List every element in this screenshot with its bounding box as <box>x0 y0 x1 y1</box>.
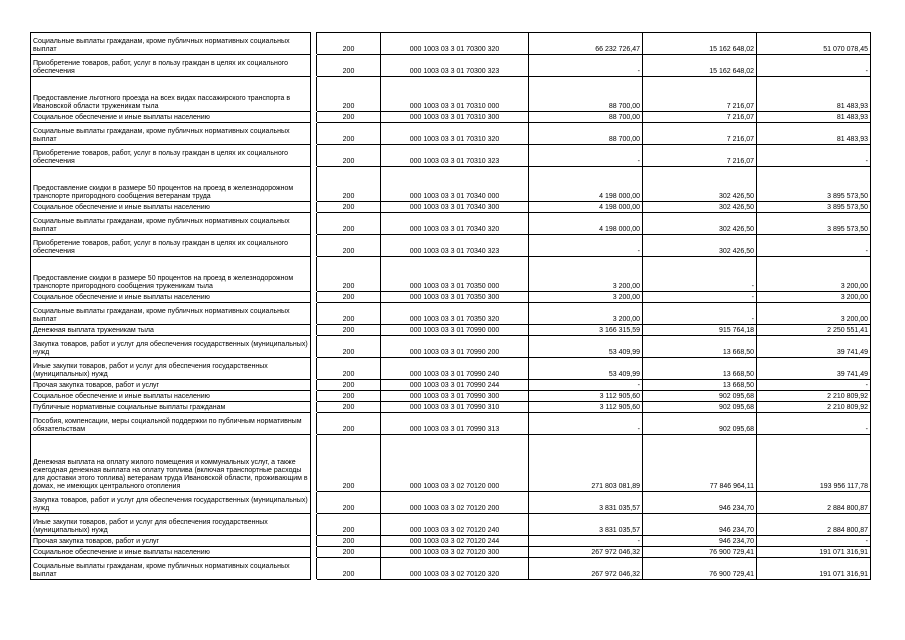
row-unexecuted-cell: - <box>757 235 871 257</box>
table-row <box>31 55 871 77</box>
row-name-cell: Предоставление скидки в размере 50 процентов на проезд в железнодорожном транспорте пригородного сообщения труженикам тыла <box>31 257 311 292</box>
row-name-cell: Социальное обеспечение и иные выплаты населению <box>31 547 311 558</box>
row-line-code-cell: 200 <box>317 358 381 380</box>
row-name-cell: Предоставление льготного проезда на всех видах пассажирского транспорта в Ивановской области труженикам тыла <box>31 77 311 112</box>
row-line-code-cell: 200 <box>317 235 381 257</box>
row-line-code-cell: 200 <box>317 77 381 112</box>
row-unexecuted-cell: 2 210 809,92 <box>757 402 871 413</box>
row-line-code-cell: 200 <box>317 558 381 580</box>
row-unexecuted-cell: - <box>757 380 871 391</box>
table-row <box>31 402 871 413</box>
row-name-cell: Публичные нормативные социальные выплаты гражданам <box>31 402 311 413</box>
row-approved-cell: 267 972 046,32 <box>529 547 643 558</box>
row-executed-cell: - <box>643 292 757 303</box>
row-approved-cell: 4 198 000,00 <box>529 213 643 235</box>
row-executed-cell: 302 426,50 <box>643 213 757 235</box>
row-approved-cell: 3 831 035,57 <box>529 492 643 514</box>
row-approved-cell: 88 700,00 <box>529 123 643 145</box>
row-classification-code-cell: 000 1003 03 3 01 70340 000 <box>381 167 529 202</box>
row-classification-code-cell: 000 1003 03 3 01 70350 000 <box>381 257 529 292</box>
row-unexecuted-cell: 81 483,93 <box>757 77 871 112</box>
row-unexecuted-cell: 191 071 316,91 <box>757 547 871 558</box>
table-row <box>31 558 871 580</box>
row-executed-cell: 302 426,50 <box>643 235 757 257</box>
row-executed-cell: 902 095,68 <box>643 413 757 435</box>
row-unexecuted-cell: 81 483,93 <box>757 123 871 145</box>
row-classification-code-cell: 000 1003 03 3 01 70350 320 <box>381 303 529 325</box>
row-name-cell: Социальные выплаты гражданам, кроме публичных нормативных социальных выплат <box>31 213 311 235</box>
row-executed-cell: - <box>643 257 757 292</box>
row-unexecuted-cell: 2 210 809,92 <box>757 391 871 402</box>
row-line-code-cell: 200 <box>317 257 381 292</box>
row-name-cell: Пособия, компенсации, меры социальной поддержки по публичным нормативным обязательствам <box>31 413 311 435</box>
row-unexecuted-cell: 3 895 573,50 <box>757 167 871 202</box>
row-classification-code-cell: 000 1003 03 3 02 70120 320 <box>381 558 529 580</box>
row-name-cell: Социальные выплаты гражданам, кроме публичных нормативных социальных выплат <box>31 33 311 55</box>
row-line-code-cell: 200 <box>317 55 381 77</box>
row-unexecuted-cell: 39 741,49 <box>757 336 871 358</box>
row-unexecuted-cell: 39 741,49 <box>757 358 871 380</box>
row-approved-cell: - <box>529 380 643 391</box>
row-line-code-cell: 200 <box>317 336 381 358</box>
row-executed-cell: 13 668,50 <box>643 358 757 380</box>
table-row <box>31 292 871 303</box>
row-name-cell: Социальное обеспечение и иные выплаты населению <box>31 112 311 123</box>
table-row <box>31 492 871 514</box>
row-classification-code-cell: 000 1003 03 3 01 70310 000 <box>381 77 529 112</box>
row-executed-cell: 902 095,68 <box>643 391 757 402</box>
row-approved-cell: - <box>529 235 643 257</box>
table-row <box>31 202 871 213</box>
row-name-cell: Приобретение товаров, работ, услуг в пользу граждан в целях их социального обеспечения <box>31 235 311 257</box>
row-classification-code-cell: 000 1003 03 3 01 70990 000 <box>381 325 529 336</box>
table-row <box>31 413 871 435</box>
table-row <box>31 77 871 112</box>
row-executed-cell: 946 234,70 <box>643 514 757 536</box>
row-line-code-cell: 200 <box>317 213 381 235</box>
table-row <box>31 303 871 325</box>
row-line-code-cell: 200 <box>317 380 381 391</box>
row-unexecuted-cell: 3 895 573,50 <box>757 202 871 213</box>
row-line-code-cell: 200 <box>317 435 381 492</box>
row-line-code-cell: 200 <box>317 33 381 55</box>
row-unexecuted-cell: - <box>757 55 871 77</box>
row-name-cell: Социальное обеспечение и иные выплаты населению <box>31 292 311 303</box>
row-executed-cell: 7 216,07 <box>643 145 757 167</box>
row-executed-cell: 946 234,70 <box>643 536 757 547</box>
row-line-code-cell: 200 <box>317 547 381 558</box>
row-name-cell: Закупка товаров, работ и услуг для обеспечения государственных (муниципальных) нужд <box>31 336 311 358</box>
table-row <box>31 145 871 167</box>
row-unexecuted-cell: 3 200,00 <box>757 257 871 292</box>
row-name-cell: Денежная выплата на оплату жилого помещения и коммунальных услуг, а также ежегодная денежная выплата на оплату топлива (включая транспортные расходы для доставки этого топлива) ветеранам труда Ивановской области, проживающим в домах, не имеющих центрального отопления <box>31 435 311 492</box>
row-classification-code-cell: 000 1003 03 3 01 70300 320 <box>381 33 529 55</box>
row-name-cell: Закупка товаров, работ и услуг для обеспечения государственных (муниципальных) нужд <box>31 492 311 514</box>
row-unexecuted-cell: - <box>757 413 871 435</box>
row-approved-cell: 4 198 000,00 <box>529 202 643 213</box>
table-row <box>31 167 871 202</box>
row-unexecuted-cell: 51 070 078,45 <box>757 33 871 55</box>
row-classification-code-cell: 000 1003 03 3 01 70340 300 <box>381 202 529 213</box>
row-executed-cell: 15 162 648,02 <box>643 33 757 55</box>
row-name-cell: Приобретение товаров, работ, услуг в пользу граждан в целях их социального обеспечения <box>31 145 311 167</box>
row-line-code-cell: 200 <box>317 413 381 435</box>
table-row <box>31 213 871 235</box>
row-executed-cell: 302 426,50 <box>643 167 757 202</box>
row-line-code-cell: 200 <box>317 202 381 213</box>
row-line-code-cell: 200 <box>317 112 381 123</box>
row-executed-cell: 76 900 729,41 <box>643 547 757 558</box>
row-classification-code-cell: 000 1003 03 3 01 70990 313 <box>381 413 529 435</box>
row-executed-cell: 7 216,07 <box>643 112 757 123</box>
row-classification-code-cell: 000 1003 03 3 01 70990 300 <box>381 391 529 402</box>
table-row <box>31 547 871 558</box>
table-row <box>31 325 871 336</box>
table-body <box>31 33 871 580</box>
table-row <box>31 123 871 145</box>
row-classification-code-cell: 000 1003 03 3 01 70990 244 <box>381 380 529 391</box>
row-approved-cell: - <box>529 145 643 167</box>
row-line-code-cell: 200 <box>317 292 381 303</box>
row-classification-code-cell: 000 1003 03 3 01 70310 323 <box>381 145 529 167</box>
row-line-code-cell: 200 <box>317 391 381 402</box>
row-executed-cell: 946 234,70 <box>643 492 757 514</box>
row-approved-cell: 267 972 046,32 <box>529 558 643 580</box>
row-executed-cell: 7 216,07 <box>643 123 757 145</box>
row-approved-cell: 3 200,00 <box>529 257 643 292</box>
row-executed-cell: 13 668,50 <box>643 336 757 358</box>
row-classification-code-cell: 000 1003 03 3 01 70990 310 <box>381 402 529 413</box>
table-row <box>31 235 871 257</box>
row-approved-cell: - <box>529 536 643 547</box>
row-name-cell: Социальное обеспечение и иные выплаты населению <box>31 391 311 402</box>
row-approved-cell: 3 112 905,60 <box>529 402 643 413</box>
row-name-cell: Приобретение товаров, работ, услуг в пользу граждан в целях их социального обеспечения <box>31 55 311 77</box>
row-classification-code-cell: 000 1003 03 3 02 70120 000 <box>381 435 529 492</box>
row-name-cell: Денежная выплата труженикам тыла <box>31 325 311 336</box>
table-row <box>31 391 871 402</box>
row-unexecuted-cell: 191 071 316,91 <box>757 558 871 580</box>
row-name-cell: Социальное обеспечение и иные выплаты населению <box>31 202 311 213</box>
row-line-code-cell: 200 <box>317 325 381 336</box>
row-executed-cell: 15 162 648,02 <box>643 55 757 77</box>
row-approved-cell: 53 409,99 <box>529 358 643 380</box>
row-line-code-cell: 200 <box>317 167 381 202</box>
row-name-cell: Иные закупки товаров, работ и услуг для обеспечения государственных (муниципальных) нужд <box>31 358 311 380</box>
row-approved-cell: 3 200,00 <box>529 292 643 303</box>
row-unexecuted-cell: 2 884 800,87 <box>757 492 871 514</box>
row-approved-cell: 88 700,00 <box>529 77 643 112</box>
row-classification-code-cell: 000 1003 03 3 01 70350 300 <box>381 292 529 303</box>
row-unexecuted-cell: 3 200,00 <box>757 292 871 303</box>
table-row <box>31 536 871 547</box>
row-executed-cell: - <box>643 303 757 325</box>
row-executed-cell: 915 764,18 <box>643 325 757 336</box>
row-approved-cell: - <box>529 413 643 435</box>
row-classification-code-cell: 000 1003 03 3 02 70120 240 <box>381 514 529 536</box>
row-approved-cell: - <box>529 55 643 77</box>
row-approved-cell: 4 198 000,00 <box>529 167 643 202</box>
row-classification-code-cell: 000 1003 03 3 01 70310 300 <box>381 112 529 123</box>
table-row <box>31 435 871 492</box>
row-classification-code-cell: 000 1003 03 3 01 70990 240 <box>381 358 529 380</box>
row-unexecuted-cell: 3 895 573,50 <box>757 213 871 235</box>
row-unexecuted-cell: 3 200,00 <box>757 303 871 325</box>
row-approved-cell: 3 831 035,57 <box>529 514 643 536</box>
row-classification-code-cell: 000 1003 03 3 02 70120 244 <box>381 536 529 547</box>
row-name-cell: Предоставление скидки в размере 50 процентов на проезд в железнодорожном транспорте пригородного сообщения ветеранам труда <box>31 167 311 202</box>
row-classification-code-cell: 000 1003 03 3 01 70300 323 <box>381 55 529 77</box>
row-line-code-cell: 200 <box>317 402 381 413</box>
row-name-cell: Иные закупки товаров, работ и услуг для обеспечения государственных (муниципальных) нужд <box>31 514 311 536</box>
row-line-code-cell: 200 <box>317 303 381 325</box>
row-executed-cell: 902 095,68 <box>643 402 757 413</box>
row-approved-cell: 3 112 905,60 <box>529 391 643 402</box>
row-unexecuted-cell: - <box>757 145 871 167</box>
row-line-code-cell: 200 <box>317 123 381 145</box>
budget-execution-table <box>30 32 871 580</box>
table-row <box>31 358 871 380</box>
row-name-cell: Прочая закупка товаров, работ и услуг <box>31 380 311 391</box>
row-executed-cell: 302 426,50 <box>643 202 757 213</box>
row-approved-cell: 66 232 726,47 <box>529 33 643 55</box>
table-row <box>31 380 871 391</box>
row-approved-cell: 3 200,00 <box>529 303 643 325</box>
row-name-cell: Социальные выплаты гражданам, кроме публичных нормативных социальных выплат <box>31 303 311 325</box>
row-classification-code-cell: 000 1003 03 3 01 70990 200 <box>381 336 529 358</box>
row-executed-cell: 77 846 964,11 <box>643 435 757 492</box>
row-classification-code-cell: 000 1003 03 3 02 70120 300 <box>381 547 529 558</box>
row-line-code-cell: 200 <box>317 514 381 536</box>
row-approved-cell: 3 166 315,59 <box>529 325 643 336</box>
row-executed-cell: 13 668,50 <box>643 380 757 391</box>
row-approved-cell: 271 803 081,89 <box>529 435 643 492</box>
row-classification-code-cell: 000 1003 03 3 02 70120 200 <box>381 492 529 514</box>
row-executed-cell: 7 216,07 <box>643 77 757 112</box>
row-unexecuted-cell: 193 956 117,78 <box>757 435 871 492</box>
table-row <box>31 514 871 536</box>
row-line-code-cell: 200 <box>317 536 381 547</box>
row-approved-cell: 88 700,00 <box>529 112 643 123</box>
row-name-cell: Социальные выплаты гражданам, кроме публичных нормативных социальных выплат <box>31 558 311 580</box>
row-unexecuted-cell: 81 483,93 <box>757 112 871 123</box>
table-row <box>31 33 871 55</box>
table-row <box>31 336 871 358</box>
row-approved-cell: 53 409,99 <box>529 336 643 358</box>
row-line-code-cell: 200 <box>317 492 381 514</box>
row-name-cell: Прочая закупка товаров, работ и услуг <box>31 536 311 547</box>
row-unexecuted-cell: 2 250 551,41 <box>757 325 871 336</box>
row-classification-code-cell: 000 1003 03 3 01 70340 320 <box>381 213 529 235</box>
row-executed-cell: 76 900 729,41 <box>643 558 757 580</box>
row-name-cell: Социальные выплаты гражданам, кроме публичных нормативных социальных выплат <box>31 123 311 145</box>
table-row <box>31 112 871 123</box>
row-classification-code-cell: 000 1003 03 3 01 70340 323 <box>381 235 529 257</box>
row-unexecuted-cell: 2 884 800,87 <box>757 514 871 536</box>
table-row <box>31 257 871 292</box>
row-unexecuted-cell: - <box>757 536 871 547</box>
row-classification-code-cell: 000 1003 03 3 01 70310 320 <box>381 123 529 145</box>
row-line-code-cell: 200 <box>317 145 381 167</box>
